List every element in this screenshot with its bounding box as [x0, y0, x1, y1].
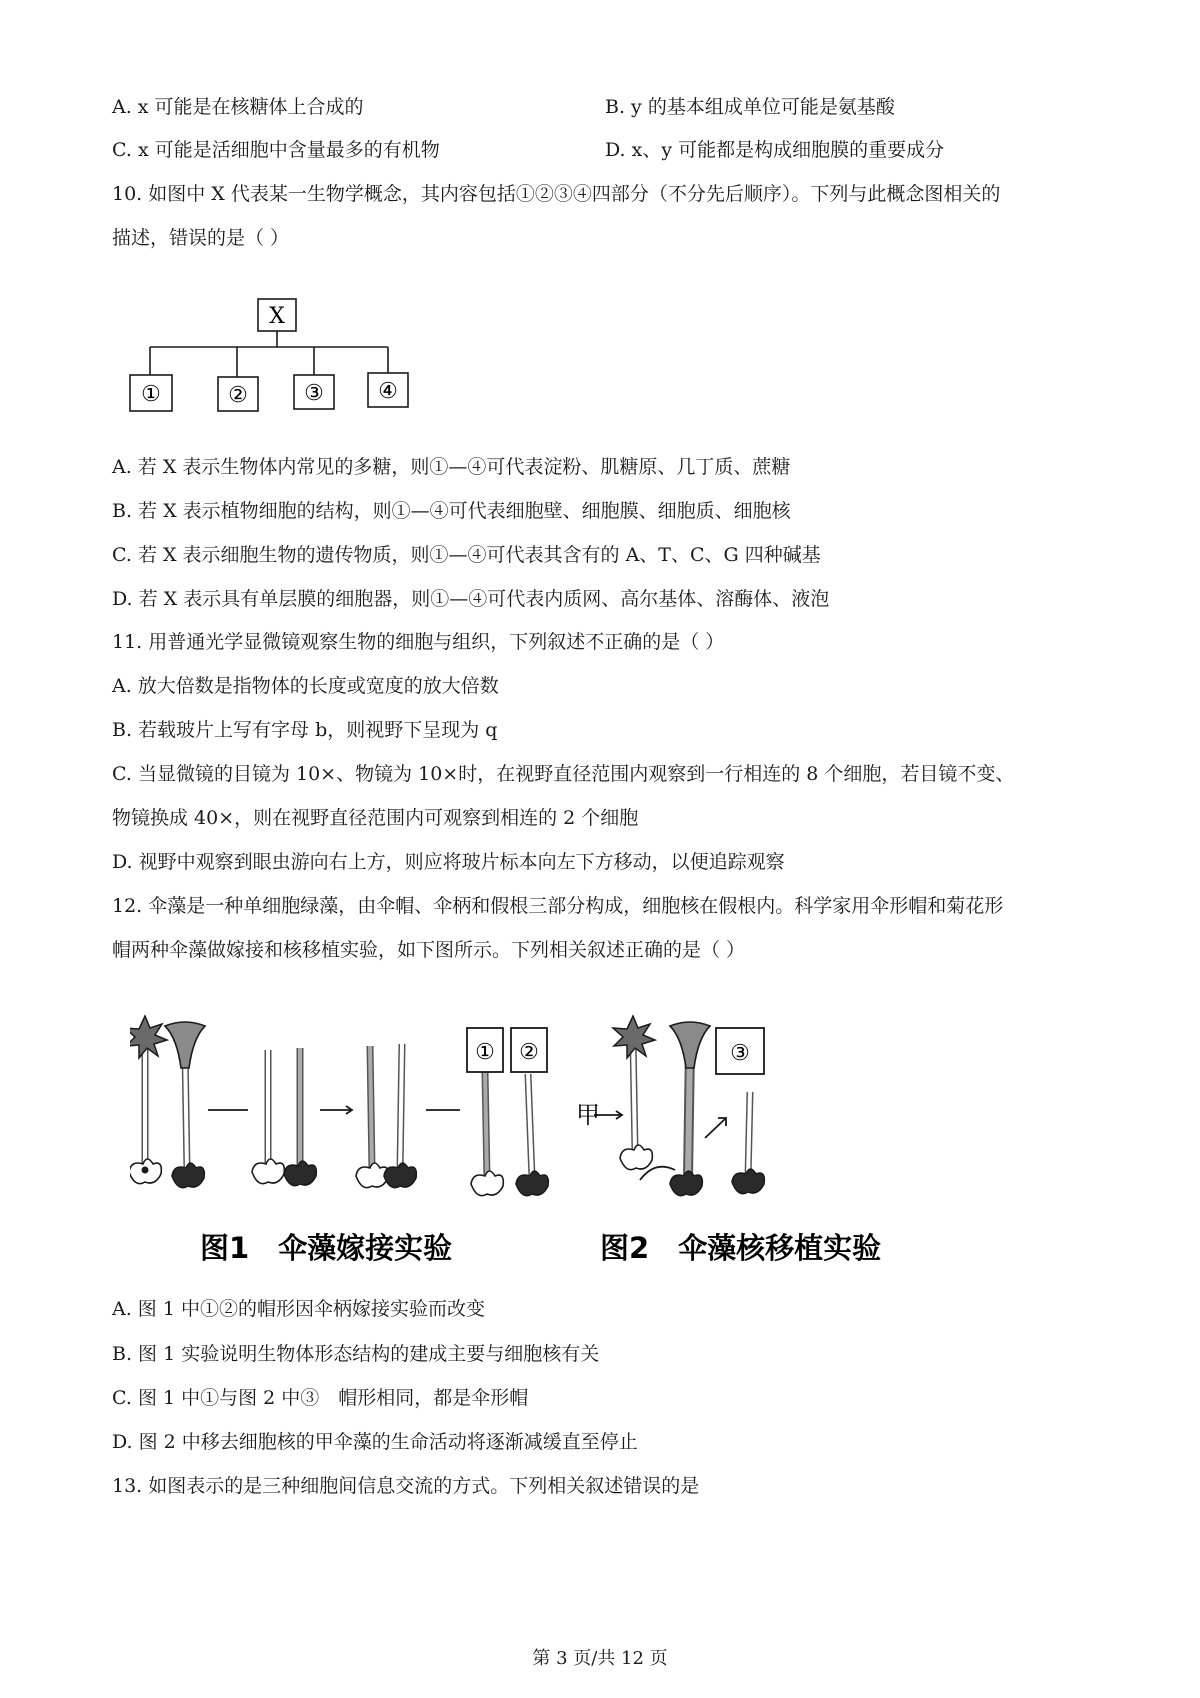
fig2-label-3: ③ [730, 1041, 750, 1066]
q9-option-b: B. y 的基本组成单位可能是氨基酸 [605, 96, 895, 118]
q11-stem: 11. 用普通光学显微镜观察生物的细胞与组织，下列叙述不正确的是（ ） [112, 631, 725, 653]
q10-stem-line1: 10. 如图中 X 代表某一生物学概念，其内容包括①②③④四部分（不分先后顺序）。下列与此概念图相关的 [112, 183, 1001, 205]
q9-option-c: C. x 可能是活细胞中含量最多的有机物 [112, 139, 440, 161]
q10-option-b: B. 若 X 表示植物细胞的结构，则①—④可代表细胞壁、细胞膜、细胞质、细胞核 [112, 500, 791, 522]
q11-option-a: A. 放大倍数是指物体的长度或宽度的放大倍数 [112, 675, 499, 697]
q12-option-d: D. 图 2 中移去细胞核的甲伞藻的生命活动将逐渐减缓直至停止 [112, 1431, 638, 1453]
q11-option-c: C. 当显微镜的目镜为 10×、物镜为 10×时，在视野直径范围内观察到一行相连的 8 个细胞，若目镜不变、 [112, 763, 1015, 785]
q12-stem-line2: 帽两种伞藻做嫁接和核移植实验，如下图所示。下列相关叙述正确的是（ ） [112, 939, 746, 961]
q12-option-c: C. 图 1 中①与图 2 中③ 帽形相同，都是伞形帽 [112, 1387, 529, 1409]
page-footer: 第 3 页/共 12 页 [532, 1648, 668, 1669]
diagram-child-label-3: ③ [304, 381, 324, 406]
diagram-root-label: X [269, 304, 285, 329]
q9-option-d: D. x、y 可能都是构成细胞膜的重要成分 [605, 139, 945, 161]
q12-stem-line1: 12. 伞藻是一种单细胞绿藻，由伞帽、伞柄和假根三部分构成，细胞核在假根内。科学家用伞形帽和菊花形 [112, 895, 1004, 917]
fig1-label-1: ① [475, 1040, 495, 1065]
q10-option-a: A. 若 X 表示生物体内常见的多糖，则①—④可代表淀粉、肌糖原、几丁质、蔗糖 [112, 456, 791, 478]
q12-option-b: B. 图 1 实验说明生物体形态结构的建成主要与细胞核有关 [112, 1343, 600, 1365]
diagram-child-label-2: ② [228, 383, 248, 408]
q11-option-c-cont: 物镜换成 40×，则在视野直径范围内可观察到相连的 2 个细胞 [112, 807, 639, 829]
fig2-label-jia: 甲 [576, 1101, 600, 1129]
diagram-child-label-4: ④ [378, 379, 398, 404]
q10-stem-line2: 描述，错误的是（ ） [112, 227, 290, 249]
q12-option-a: A. 图 1 中①②的帽形因伞柄嫁接实验而改变 [112, 1298, 485, 1320]
q11-option-b: B. 若载玻片上写有字母 b，则视野下呈现为 q [112, 719, 498, 741]
q12-acetabularia-figure [130, 1010, 910, 1275]
fig1-label-2: ② [519, 1040, 539, 1065]
q10-concept-diagram [120, 295, 430, 420]
fig1-caption: 图1 伞藻嫁接实验 [200, 1231, 453, 1265]
diagram-child-label-1: ① [141, 382, 161, 407]
q11-option-d: D. 视野中观察到眼虫游向右上方，则应将玻片标本向左下方移动，以便追踪观察 [112, 851, 785, 873]
q10-option-d: D. 若 X 表示具有单层膜的细胞器，则①—④可代表内质网、高尔基体、溶酶体、液泡 [112, 588, 830, 610]
q10-option-c: C. 若 X 表示细胞生物的遗传物质，则①—④可代表其含有的 A、T、C、G 四种碱基 [112, 544, 821, 566]
q9-option-a: A. x 可能是在核糖体上合成的 [112, 96, 364, 118]
fig2-caption: 图2 伞藻核移植实验 [600, 1231, 882, 1265]
q13-stem: 13. 如图表示的是三种细胞间信息交流的方式。下列相关叙述错误的是 [112, 1475, 700, 1497]
